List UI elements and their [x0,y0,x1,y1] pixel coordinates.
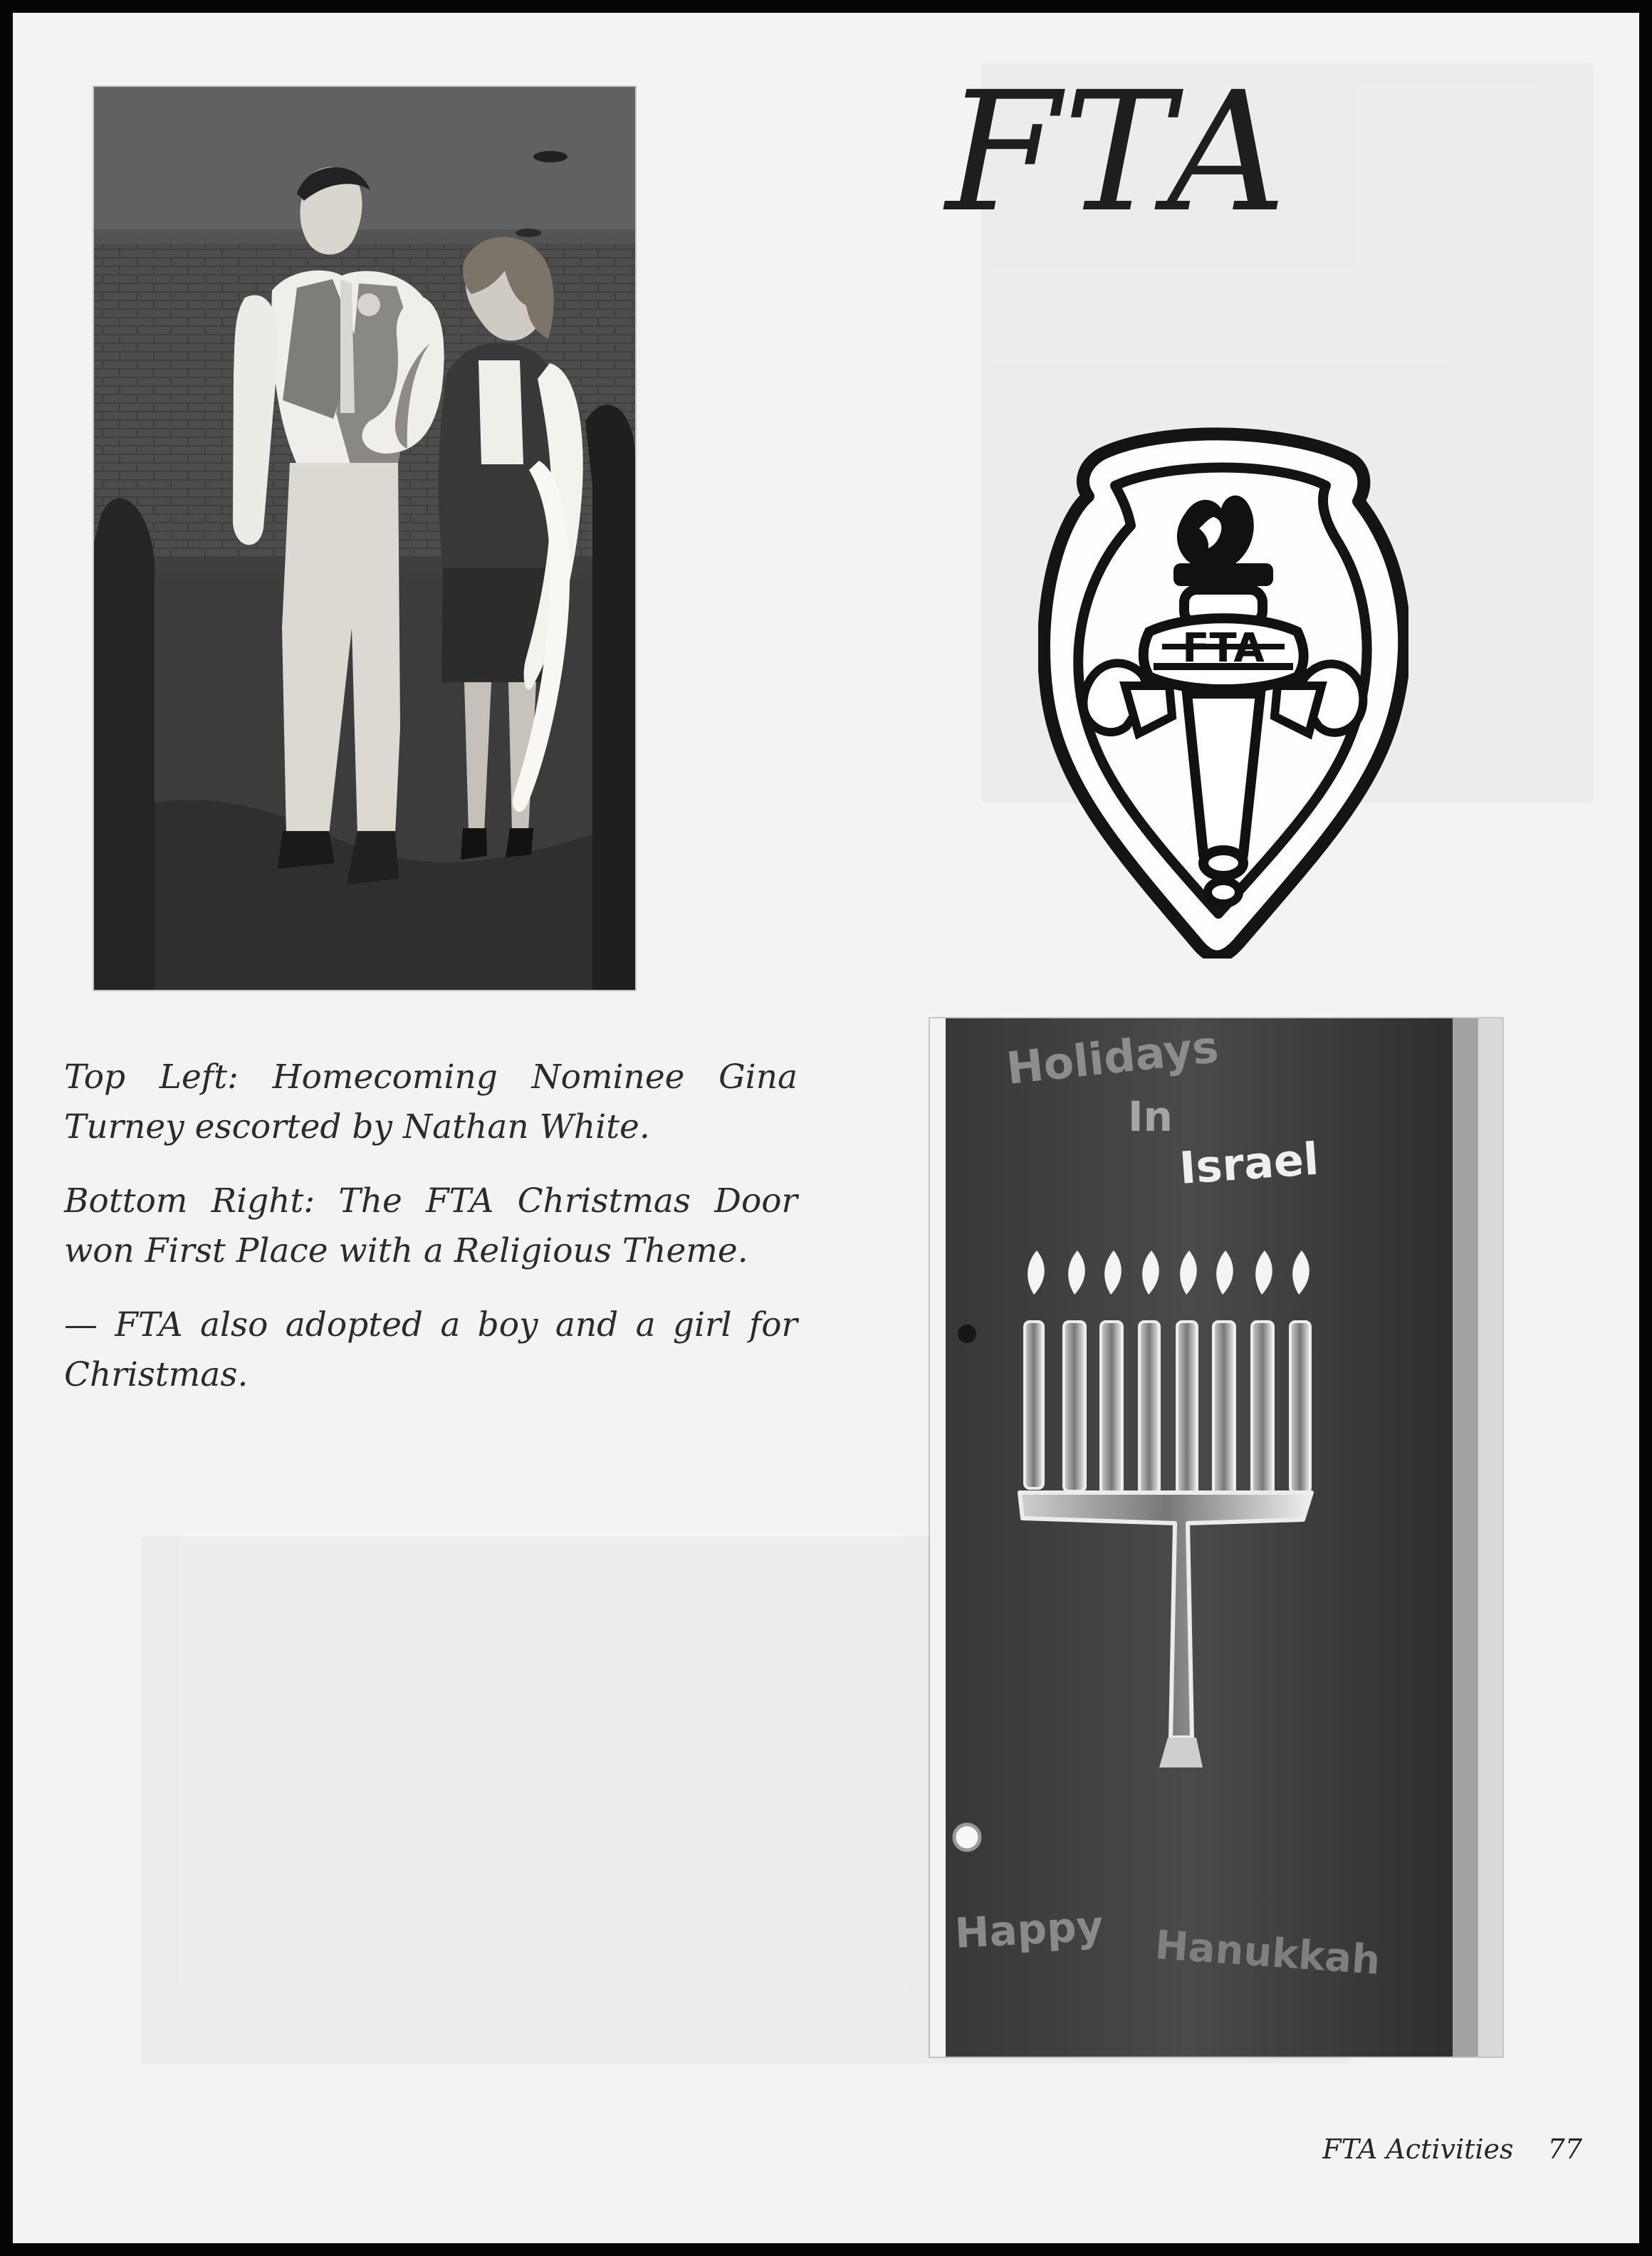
caption-block [64,1053,798,1424]
homecoming-photo [94,87,635,990]
fta-torch-logo [1038,417,1408,959]
logo-label: FTA [1182,625,1265,672]
door-banner-holidays: Holidays [1003,1020,1221,1095]
door-bottom-text-hanukkah: Hanukkah [1154,1922,1382,1985]
page-footer [1322,2134,1582,2165]
caption-top-left: Top Left: Homecoming Nominee Gina Turney escorted by Nathan White. [64,1058,798,1147]
page-title: FTA [946,56,1290,249]
caption-adoption-note: — FTA also adopted a boy and a girl for Christmas. [64,1305,798,1394]
yearbook-page [13,13,1639,2243]
caption-bottom-right: Bottom Right: The FTA Christmas Door won First Place with a Religious Theme. [64,1181,798,1270]
section-title: FTA Activities [1322,2134,1514,2165]
door-banner-in: In [1128,1092,1173,1141]
page-number: 77 [1547,2134,1582,2165]
door-banner-israel: Israel [1177,1132,1321,1194]
door-bottom-text-happy: Happy [953,1901,1104,1958]
christmas-door-photo [930,1018,1502,2057]
